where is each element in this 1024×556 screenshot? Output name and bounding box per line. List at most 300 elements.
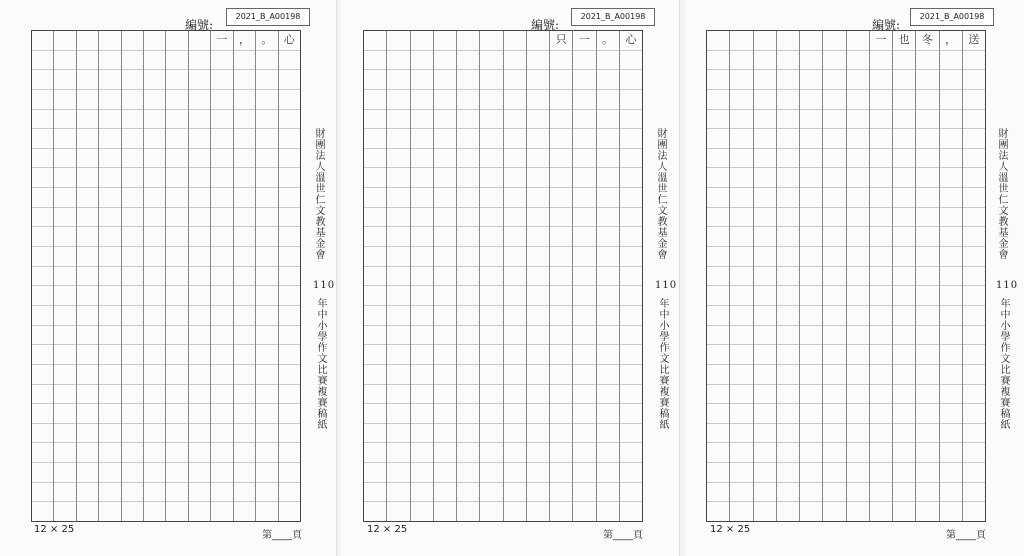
grid-cell (800, 51, 822, 71)
grid-cell (387, 365, 409, 385)
grid-cell (54, 267, 75, 287)
grid-cell (387, 424, 409, 444)
grid-cell (777, 443, 799, 463)
grid-cell (893, 365, 915, 385)
grid-cell (550, 424, 572, 444)
grid-cell (77, 267, 98, 287)
grid-cell (527, 326, 549, 346)
grid-cell (32, 286, 53, 306)
grid-cell (573, 247, 595, 267)
grid-cell (77, 306, 98, 326)
grid-column (433, 31, 456, 521)
grid-cell (166, 70, 187, 90)
grid-cell (963, 188, 985, 208)
grid-cell (730, 70, 752, 90)
grid-cell (550, 404, 572, 424)
grid-cell (364, 286, 386, 306)
grid-cell (870, 110, 892, 130)
grid-cell (573, 424, 595, 444)
grid-cell (99, 404, 120, 424)
grid-column (869, 31, 892, 521)
grid-cell (800, 247, 822, 267)
grid-cell (32, 404, 53, 424)
grid-cell (597, 404, 619, 424)
grid-cell (800, 365, 822, 385)
grid-cell (480, 404, 502, 424)
grid-cell (234, 385, 255, 405)
grid-cell (234, 31, 255, 51)
grid-cell (32, 306, 53, 326)
essay-sheet-2 (341, 0, 680, 556)
grid-cell (364, 70, 386, 90)
grid-cell (963, 502, 985, 521)
grid-cell (800, 483, 822, 503)
grid-cell (527, 70, 549, 90)
grid-cell (166, 424, 187, 444)
grid-cell (144, 188, 165, 208)
grid-cell (166, 463, 187, 483)
grid-cell (480, 188, 502, 208)
grid-cell (777, 345, 799, 365)
grid-cell (730, 326, 752, 346)
grid-cell (54, 483, 75, 503)
grid-cell (754, 424, 776, 444)
grid-cell (279, 110, 300, 130)
grid-cell (189, 188, 210, 208)
grid-cell (144, 463, 165, 483)
grid-cell (620, 70, 642, 90)
grid-cell (457, 326, 479, 346)
grid-cell (256, 247, 277, 267)
grid-cell (916, 267, 938, 287)
grid-cell (411, 168, 433, 188)
grid-cell (189, 385, 210, 405)
grid-cell (730, 443, 752, 463)
grid-cell (189, 110, 210, 130)
grid-cell (707, 502, 729, 521)
grid-cell (597, 110, 619, 130)
grid-cell (893, 306, 915, 326)
grid-cell (166, 110, 187, 130)
handwritten-char: 冬 (921, 33, 933, 46)
grid-cell (847, 70, 869, 90)
grid-cell (963, 424, 985, 444)
grid-cell (730, 345, 752, 365)
grid-cell (434, 463, 456, 483)
grid-cell (777, 483, 799, 503)
grid-cell (940, 208, 962, 228)
grid-cell (189, 247, 210, 267)
grid-cell (597, 326, 619, 346)
grid-cell (573, 31, 595, 51)
grid-cell (963, 90, 985, 110)
grid-cell (256, 306, 277, 326)
grid-cell (573, 404, 595, 424)
grid-column (143, 31, 165, 521)
grid-cell (234, 70, 255, 90)
grid-cell (32, 326, 53, 346)
grid-cell (457, 483, 479, 503)
grid-cell (144, 483, 165, 503)
grid-cell (707, 90, 729, 110)
grid-cell (527, 443, 549, 463)
grid-cell (550, 306, 572, 326)
grid-cell (279, 404, 300, 424)
grid-cell (256, 208, 277, 228)
grid-cell (777, 306, 799, 326)
grid-cell (823, 31, 845, 51)
grid-cell (963, 286, 985, 306)
grid-cell (504, 365, 526, 385)
grid-cell (189, 483, 210, 503)
grid-cell (32, 424, 53, 444)
grid-cell (434, 31, 456, 51)
grid-cell (597, 385, 619, 405)
grid-cell (940, 90, 962, 110)
grid-cell (211, 70, 232, 90)
grid-cell (144, 502, 165, 521)
grid-cell (256, 149, 277, 169)
grid-cell (707, 483, 729, 503)
grid-cell (800, 267, 822, 287)
grid-cell (893, 483, 915, 503)
grid-cell (211, 424, 232, 444)
grid-cell (847, 345, 869, 365)
grid-cell (480, 286, 502, 306)
grid-cell (279, 443, 300, 463)
grid-cell (800, 306, 822, 326)
grid-cell (189, 227, 210, 247)
grid-column (98, 31, 120, 521)
handwritten-char: 心 (625, 33, 637, 46)
grid-column (165, 31, 187, 521)
grid-cell (754, 404, 776, 424)
grid-cell (504, 90, 526, 110)
grid-cell (707, 168, 729, 188)
grid-cell (211, 306, 232, 326)
grid-cell (77, 168, 98, 188)
grid-cell (754, 326, 776, 346)
grid-cell (800, 208, 822, 228)
grid-cell (256, 90, 277, 110)
grid-cell (77, 129, 98, 149)
grid-cell (916, 129, 938, 149)
grid-cell (527, 404, 549, 424)
grid-cell (800, 443, 822, 463)
grid-cell (754, 483, 776, 503)
grid-cell (166, 443, 187, 463)
grid-cell (916, 326, 938, 346)
grid-cell (99, 424, 120, 444)
grid-cell (573, 129, 595, 149)
grid-cell (963, 208, 985, 228)
grid-cell (620, 149, 642, 169)
grid-cell (211, 247, 232, 267)
grid-cell (504, 51, 526, 71)
grid-cell (387, 404, 409, 424)
grid-column (939, 31, 962, 521)
grid-cell (279, 267, 300, 287)
grid-cell (411, 188, 433, 208)
grid-cell (480, 129, 502, 149)
grid-cell (122, 90, 143, 110)
grid-cell (166, 129, 187, 149)
grid-cell (527, 188, 549, 208)
grid-cell (411, 385, 433, 405)
grid-cell (963, 385, 985, 405)
grid-cell (940, 306, 962, 326)
grid-cell (411, 404, 433, 424)
grid-cell (847, 51, 869, 71)
grid-cell (434, 227, 456, 247)
grid-cell (457, 110, 479, 130)
grid-cell (77, 51, 98, 71)
grid-cell (364, 129, 386, 149)
grid-cell (823, 267, 845, 287)
grid-column (410, 31, 433, 521)
grid-cell (387, 70, 409, 90)
grid-cell (620, 345, 642, 365)
grid-cell (847, 247, 869, 267)
grid-cell (777, 208, 799, 228)
grid-cell (573, 267, 595, 287)
page-number-label: 第____頁 (603, 530, 643, 541)
grid-cell (256, 483, 277, 503)
grid-cell (730, 208, 752, 228)
grid-cell (916, 424, 938, 444)
grid-cell (211, 110, 232, 130)
grid-cell (940, 188, 962, 208)
grid-cell (364, 267, 386, 287)
grid-cell (144, 70, 165, 90)
grid-cell (122, 51, 143, 71)
grid-cell (480, 110, 502, 130)
grid-cell (847, 267, 869, 287)
grid-cell (54, 227, 75, 247)
grid-cell (457, 286, 479, 306)
grid-cell (234, 188, 255, 208)
grid-cell (144, 51, 165, 71)
grid-cell (211, 463, 232, 483)
grid-cell (597, 149, 619, 169)
grid-cell (32, 51, 53, 71)
grid-cell (99, 31, 120, 51)
handwritten-char: 一 (578, 33, 590, 46)
grid-cell (893, 70, 915, 90)
grid-cell (707, 188, 729, 208)
grid-cell (256, 70, 277, 90)
grid-cell (457, 385, 479, 405)
grid-cell (32, 345, 53, 365)
foundation-caption: 財團法人溫世仁文教基金會 (996, 128, 1007, 260)
grid-cell (256, 404, 277, 424)
grid-cell (527, 110, 549, 130)
grid-cell (893, 188, 915, 208)
grid-cell (777, 31, 799, 51)
grid-cell (916, 306, 938, 326)
grid-cell (211, 188, 232, 208)
grid-cell (54, 502, 75, 521)
grid-cell (457, 365, 479, 385)
grid-cell (550, 443, 572, 463)
grid-cell (573, 306, 595, 326)
grid-cell (411, 365, 433, 385)
grid-cell (573, 286, 595, 306)
grid-cell (707, 463, 729, 483)
grid-cell (916, 110, 938, 130)
grid-cell (480, 345, 502, 365)
grid-cell (916, 385, 938, 405)
grid-cell (847, 208, 869, 228)
grid-cell (527, 247, 549, 267)
grid-cell (963, 227, 985, 247)
grid-column (32, 31, 53, 521)
grid-cell (893, 463, 915, 483)
grid-cell (893, 404, 915, 424)
grid-cell (893, 129, 915, 149)
grid-cell (597, 188, 619, 208)
contest-caption: 年中小學作文比賽複賽稿紙 (657, 298, 668, 430)
grid-cell (166, 227, 187, 247)
grid-cell (620, 443, 642, 463)
grid-cell (730, 227, 752, 247)
grid-cell (77, 385, 98, 405)
grid-cell (870, 404, 892, 424)
grid-cell (279, 502, 300, 521)
grid-cell (730, 365, 752, 385)
grid-cell (940, 267, 962, 287)
grid-cell (573, 70, 595, 90)
grid-cell (800, 188, 822, 208)
grid-column (753, 31, 776, 521)
grid-cell (99, 463, 120, 483)
grid-cell (847, 227, 869, 247)
grid-cell (550, 188, 572, 208)
grid-cell (847, 424, 869, 444)
grid-cell (963, 326, 985, 346)
grid-cell (597, 483, 619, 503)
page-number-label: 第____頁 (946, 530, 986, 541)
grid-cell (54, 463, 75, 483)
grid-cell (504, 31, 526, 51)
grid-cell (800, 463, 822, 483)
grid-cell (730, 306, 752, 326)
grid-cell (32, 31, 53, 51)
contest-year: 110 (996, 280, 1019, 291)
grid-cell (54, 286, 75, 306)
grid-cell (527, 385, 549, 405)
grid-cell (870, 502, 892, 521)
grid-cell (211, 385, 232, 405)
grid-cell (364, 326, 386, 346)
grid-cell (387, 31, 409, 51)
grid-cell (777, 110, 799, 130)
grid-cell (166, 286, 187, 306)
grid-cell (847, 502, 869, 521)
grid-cell (777, 188, 799, 208)
grid-cell (54, 365, 75, 385)
grid-cell (234, 404, 255, 424)
grid-cell (916, 51, 938, 71)
page-number-label: 第____頁 (262, 530, 302, 541)
grid-cell (916, 483, 938, 503)
grid-cell (940, 168, 962, 188)
grid-cell (847, 90, 869, 110)
grid-cell (189, 345, 210, 365)
grid-cell (144, 326, 165, 346)
grid-cell (166, 306, 187, 326)
handwritten-char: ， (238, 33, 250, 46)
grid-cell (620, 385, 642, 405)
grid-cell (279, 208, 300, 228)
grid-cell (754, 227, 776, 247)
grid-cell (940, 70, 962, 90)
grid-cell (480, 502, 502, 521)
grid-cell (480, 463, 502, 483)
grid-cell (364, 404, 386, 424)
grid-cell (166, 168, 187, 188)
grid-cell (730, 129, 752, 149)
grid-cell (916, 90, 938, 110)
grid-cell (32, 463, 53, 483)
grid-cell (893, 208, 915, 228)
grid-cell (189, 502, 210, 521)
grid-cell (754, 267, 776, 287)
grid-cell (870, 385, 892, 405)
grid-cell (707, 365, 729, 385)
grid-cell (122, 502, 143, 521)
grid-cell (234, 51, 255, 71)
grid-cell (364, 51, 386, 71)
grid-cell (434, 385, 456, 405)
grid-cell (32, 443, 53, 463)
grid-cell (823, 306, 845, 326)
grid-cell (166, 90, 187, 110)
grid-cell (620, 463, 642, 483)
grid-column (707, 31, 729, 521)
grid-cell (99, 286, 120, 306)
grid-cell (279, 31, 300, 51)
grid-cell (122, 31, 143, 51)
grid-cell (573, 51, 595, 71)
grid-cell (457, 463, 479, 483)
grid-cell (916, 149, 938, 169)
grid-cell (527, 286, 549, 306)
grid-cell (550, 365, 572, 385)
grid-cell (457, 70, 479, 90)
grid-cell (823, 247, 845, 267)
grid-cell (963, 110, 985, 130)
grid-cell (234, 502, 255, 521)
grid-cell (963, 345, 985, 365)
grid-cell (434, 51, 456, 71)
grid-cell (32, 90, 53, 110)
grid-cell (893, 168, 915, 188)
grid-cell (940, 110, 962, 130)
grid-cell (77, 326, 98, 346)
grid-cell (189, 306, 210, 326)
contest-caption: 年中小學作文比賽複賽稿紙 (315, 298, 326, 430)
grid-cell (550, 326, 572, 346)
grid-cell (573, 365, 595, 385)
grid-cell (77, 424, 98, 444)
grid-cell (550, 502, 572, 521)
grid-cell (32, 365, 53, 385)
grid-column (892, 31, 915, 521)
grid-cell (940, 483, 962, 503)
grid-cell (754, 51, 776, 71)
grid-cell (754, 129, 776, 149)
